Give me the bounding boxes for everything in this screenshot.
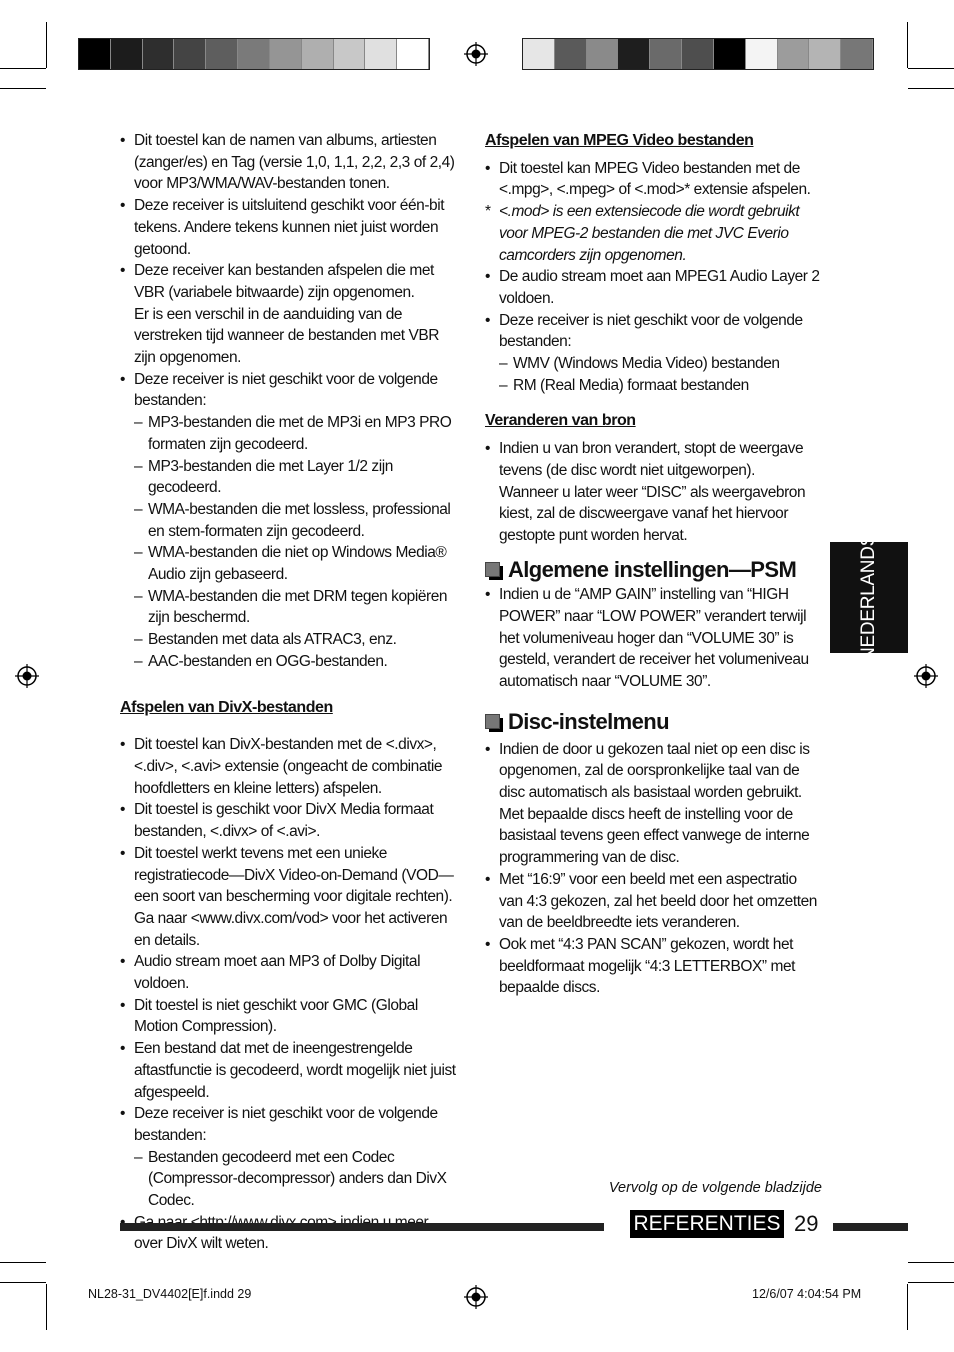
- sub-list-item: [120, 1147, 458, 1212]
- sub-list-item-text: WMV (Windows Media Video) bestanden: [513, 355, 780, 373]
- list-item-text: Dit toestel kan DivX-bestanden met de <.divx>, <.div>, <.avi> extensie (ongeacht de combinatie hoofdletters en kleine letters) afspelen.: [134, 736, 443, 797]
- color-swatch: [587, 39, 619, 69]
- sub-list-item-text: RM (Real Media) formaat bestanden: [513, 376, 749, 394]
- color-swatch: [809, 39, 841, 69]
- dash-mark: –: [134, 1148, 143, 1166]
- sub-list-item-text: WMA-bestanden die niet op Windows Media® Audio zijn gebaseerd.: [148, 544, 447, 584]
- list-item-note: Er is een verschil in de aanduiding van de verstreken tijd wanneer de bestanden met VBR zijn opgenomen.: [134, 305, 440, 367]
- sub-list-item-text: Bestanden gecodeerd met een Codec (Compressor-decompressor) anders dan DivX Codec.: [148, 1148, 447, 1210]
- color-swatch: [111, 39, 143, 69]
- registration-mark-icon: [464, 42, 488, 66]
- list-item: [120, 995, 458, 1038]
- list-item: [485, 739, 823, 869]
- dash-mark: –: [134, 652, 143, 670]
- color-swatch: [618, 39, 650, 69]
- section-label-box: [630, 1210, 784, 1238]
- source-heading: Veranderen van bron: [485, 412, 636, 430]
- intro-list: [120, 130, 458, 412]
- sub-list-item: [120, 412, 458, 455]
- list-item-text: • Indien u van bron verandert, stopt de weergave tevens (de disc wordt niet uitgeworpen).: [499, 440, 804, 479]
- sub-list-item-text: Bestanden met data als ATRAC3, enz.: [148, 631, 397, 649]
- list-item-text: Met “16:9” voor een beeld met een aspectratio van 4:3 gekozen, zal het beeld door het omzetten van de beeldbreedte iets veranderen.: [499, 870, 817, 932]
- color-swatch: [650, 39, 682, 69]
- sub-list-item: [120, 499, 458, 542]
- list-item-text: Ook met “4:3 PAN SCAN” gekozen, wordt het beeldformaat mogelijk “4:3 LETTERBOX” met bepaalde discs.: [499, 935, 795, 997]
- source-list: [485, 438, 823, 547]
- color-swatch: [778, 39, 810, 69]
- list-item: [120, 799, 458, 842]
- list-item-text: over DivX wilt weten.: [134, 1235, 269, 1253]
- slug-filename: NL28-31_DV4402[E]f.indd 29: [88, 1287, 252, 1301]
- color-swatch: [206, 39, 238, 69]
- dash-mark: –: [134, 631, 143, 649]
- footer-rule: [120, 1223, 604, 1231]
- color-swatch: [238, 39, 270, 69]
- sub-list-item: [120, 651, 458, 673]
- list-item: [120, 1103, 458, 1146]
- list-item-text: Dit toestel werkt tevens met een unieke registratiecode—DivX Video-on-Demand (VOD— een soort van bescherming voor digitale rechten). Ga naar <www.divx.com/vod> voor het activeren en details.: [134, 844, 454, 949]
- color-swatch: [365, 39, 397, 69]
- list-item: [485, 934, 823, 999]
- dash-mark: –: [499, 355, 508, 373]
- list-item-text: Deze receiver is uitsluitend geschikt voor één-bit tekens. Andere tekens kunnen niet juist worden getoond.: [134, 197, 445, 258]
- page-number: 29: [794, 1211, 819, 1236]
- list-item-text: • Indien de door u gekozen taal niet op een disc is opgenomen, zal de oorspronkelijke taal van de disc automatisch als basistaal worden gebruikt.: [499, 740, 810, 801]
- sub-list-item-text: MP3-bestanden die met Layer 1/2 zijn gecodeerd.: [148, 457, 393, 497]
- list-item: [485, 438, 823, 547]
- list-item-text: Deze receiver is niet geschikt voor de volgende bestanden:: [134, 370, 438, 410]
- list-item-text: Dit toestel kan de namen van albums, artiesten (zanger/es) en Tag (versie 1,0, 1,1, 2,2, 2,3 of 2,4) voor MP3/WMA/WAV-bestanden tonen.: [134, 132, 455, 193]
- list-item: [485, 310, 823, 353]
- sub-list-item: [485, 353, 823, 375]
- color-swatch: [682, 39, 714, 69]
- section-box-icon: [485, 562, 500, 577]
- crop-mark: [908, 68, 954, 69]
- sub-list-item: [120, 542, 458, 585]
- color-swatch: [302, 39, 334, 69]
- continue-note: Vervolg op de volgende bladzijde: [608, 1180, 822, 1196]
- list-item-text: • Deze receiver kan bestanden afspelen die met VBR (variabele bitwaarde) zijn opgenomen.: [134, 262, 434, 301]
- list-item: [120, 1038, 458, 1103]
- crop-mark: [907, 22, 908, 68]
- crop-mark: [0, 1262, 46, 1263]
- psm-heading-text: Algemene instellingen—PSM: [508, 556, 797, 582]
- color-swatch: [397, 39, 429, 69]
- list-item-text: Dit toestel is geschikt voor DivX Media formaat bestanden, <.divx> of <.avi>.: [134, 801, 434, 841]
- divx-heading: Afspelen van DivX-bestanden: [120, 698, 333, 716]
- slug-datetime: 12/6/07 4:04:54 PM: [752, 1287, 862, 1301]
- crop-mark: [907, 1284, 908, 1330]
- list-item: [120, 1212, 458, 1255]
- sub-list-item: [120, 586, 458, 629]
- psm-heading: [485, 556, 823, 582]
- crop-mark: [908, 88, 954, 89]
- list-item-text: Indien u de “AMP GAIN” instelling van “HIGH POWER” naar “LOW POWER” verandert terwijl het volumeniveau hoger dan “VOLUME 30” is gesteld, verandert de receiver het volumeniveau automatisch naar “VOLUME 30”.: [499, 586, 809, 691]
- sub-list-item-text: WMA-bestanden die met lossless, professional en stem-formaten zijn gecodeerd.: [148, 500, 451, 540]
- crop-mark: [0, 1282, 46, 1283]
- disc-heading: [485, 708, 823, 734]
- language-side-tab-label: NEDERLANDS: [858, 534, 879, 661]
- sub-list-item: [120, 456, 458, 499]
- color-calibration-strip-right: [522, 38, 874, 70]
- crop-mark: [46, 22, 47, 68]
- asterisk-mark: *: [485, 203, 491, 221]
- right-column: [485, 130, 823, 999]
- color-swatch: [746, 39, 778, 69]
- dash-mark: –: [134, 500, 143, 518]
- unsupported-files-list: [120, 412, 458, 672]
- list-item: [120, 195, 458, 260]
- color-swatch: [555, 39, 587, 69]
- sub-list-item-text: WMA-bestanden die met DRM tegen kopiëren zijn beschermd.: [148, 587, 448, 627]
- dash-mark: –: [134, 544, 143, 562]
- disc-list: [485, 739, 823, 999]
- divx-sub-list: [120, 1147, 458, 1212]
- dash-mark: –: [134, 414, 143, 432]
- list-item-note: Wanneer u later weer “DISC” als weergavebron kiest, zal de discweergave vanaf het hiervoor gestopte punt worden hervat.: [499, 483, 806, 544]
- list-item: [485, 266, 823, 309]
- color-swatch: [334, 39, 366, 69]
- crop-mark: [908, 1282, 954, 1283]
- list-item: [485, 158, 823, 201]
- footnote-item: [485, 201, 823, 266]
- crop-mark: [908, 1262, 954, 1263]
- language-side-tab: [830, 534, 908, 661]
- list-item: [120, 951, 458, 994]
- divx-list: [120, 734, 458, 1146]
- psm-list: [485, 584, 823, 693]
- mpeg-heading: Afspelen van MPEG Video bestanden: [485, 132, 754, 149]
- footnote-text: <.mod> is een extensiecode die wordt gebruikt voor MPEG-2 bestanden die met JVC Everio camcorders zijn opgenomen.: [499, 203, 800, 264]
- list-item-text: Dit toestel kan MPEG Video bestanden met de <.mpg>, <.mpeg> of <.mod>* extensie afspelen.: [499, 159, 811, 199]
- list-item: [120, 734, 458, 799]
- crop-mark: [46, 1284, 47, 1330]
- dash-mark: –: [134, 457, 143, 475]
- list-item-text: Een bestand dat met de ineengestrengelde aftastfunctie is gecodeerd, wordt mogelijk niet juist afgespeeld.: [134, 1040, 456, 1101]
- left-column: [120, 130, 458, 1255]
- list-item: [485, 869, 823, 934]
- color-calibration-strip-left: [78, 38, 430, 70]
- color-swatch: [714, 39, 746, 69]
- registration-mark-icon: [464, 1285, 488, 1309]
- list-item: [120, 130, 458, 195]
- footer-rule: [833, 1223, 908, 1231]
- color-swatch: [523, 39, 555, 69]
- disc-heading-text: Disc-instelmenu: [508, 708, 669, 734]
- registration-mark-icon: [15, 664, 39, 688]
- list-item-note: Met bepaalde discs heeft de instelling voor de basistaal tevens geen effect vanwege de interne programmering van de disc.: [499, 805, 810, 867]
- list-item: [120, 843, 458, 952]
- color-swatch: [174, 39, 206, 69]
- sub-list-item-text: MP3-bestanden die met de MP3i en MP3 PRO formaten zijn gecodeerd.: [148, 414, 452, 453]
- list-item-text: Deze receiver is niet geschikt voor de volgende bestanden:: [499, 311, 803, 351]
- sub-list-item: [485, 375, 823, 397]
- sub-list-item-text: AAC-bestanden en OGG-bestanden.: [148, 652, 388, 670]
- color-swatch: [270, 39, 302, 69]
- list-item: [120, 260, 458, 369]
- list-item-text: De audio stream moet aan MPEG1 Audio Layer 2 voldoen.: [499, 268, 820, 307]
- color-swatch: [143, 39, 175, 69]
- registration-mark-icon: [914, 664, 938, 688]
- dash-mark: –: [134, 587, 143, 605]
- list-item-text: Deze receiver is niet geschikt voor de volgende bestanden:: [134, 1105, 438, 1144]
- crop-mark: [0, 88, 46, 89]
- sub-list-item: [120, 629, 458, 651]
- section-label: REFERENTIES: [633, 1212, 781, 1235]
- list-item-text: Dit toestel is niet geschikt voor GMC (Global Motion Compression).: [134, 996, 418, 1036]
- crop-mark: [0, 68, 46, 69]
- list-item: [120, 369, 458, 412]
- color-swatch: [841, 39, 873, 69]
- section-box-icon: [485, 714, 500, 729]
- dash-mark: –: [499, 376, 508, 394]
- list-item-text: Audio stream moet aan MP3 of Dolby Digital voldoen.: [134, 953, 421, 993]
- color-swatch: [79, 39, 111, 69]
- list-item: [485, 584, 823, 693]
- mpeg-list: [485, 158, 823, 397]
- divx-final-list: [120, 1212, 458, 1255]
